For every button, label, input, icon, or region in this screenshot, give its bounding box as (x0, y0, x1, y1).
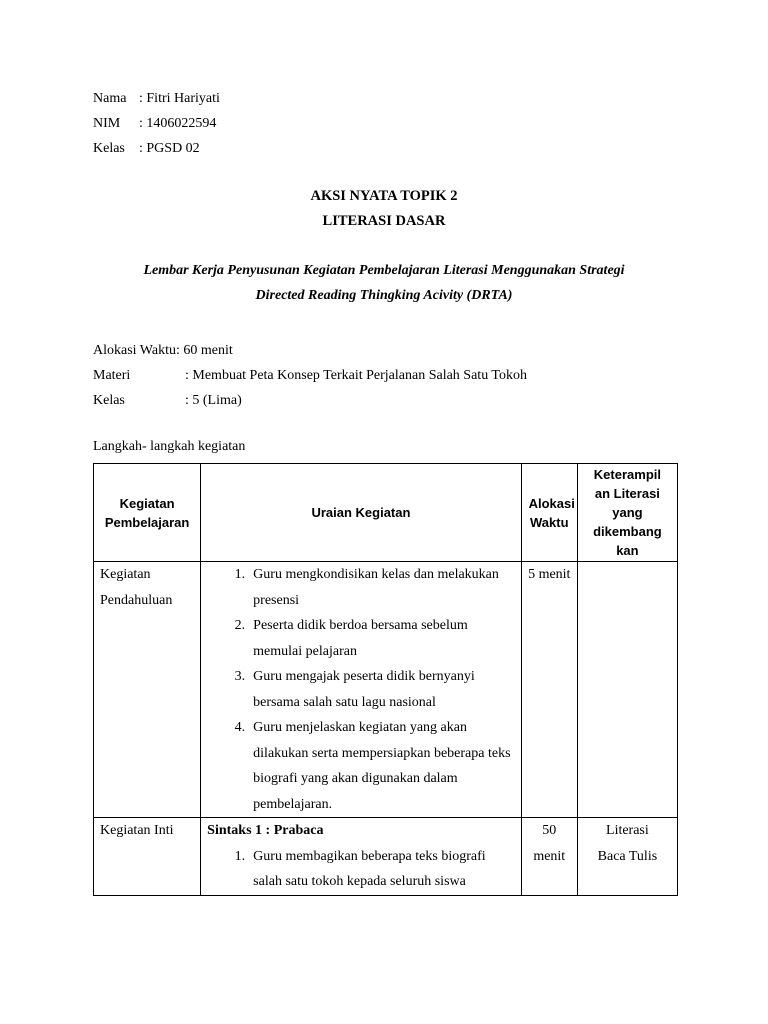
header-uraian: Uraian Kegiatan (201, 464, 522, 562)
list-item (201, 844, 521, 895)
nim-label: NIM (93, 116, 121, 131)
identity-nim (93, 111, 220, 136)
header-kegiatan-line2: Pembelajaran (104, 514, 190, 530)
alokasi-label: Alokasi Waktu (93, 343, 176, 358)
materi-label: Materi (93, 368, 131, 383)
list-item-number: 1. (234, 848, 246, 864)
ket-inti-line1: Literasi (606, 823, 649, 838)
header-ket-line2: an Literasi (594, 486, 660, 501)
list-item-number: 3. (234, 669, 246, 684)
inti-list (201, 844, 521, 895)
header-ket-line4: dikembang (593, 524, 662, 539)
header-alokasi (521, 464, 577, 562)
list-item-text: Guru menjelaskan kegiatan yang akan dilakukan serta mempersiapkan beberapa teks biografi yang akan digunakan dalam pembelajaran. (253, 720, 511, 812)
cell-alokasi-pendahuluan: 5 menit (521, 562, 577, 818)
kelas-value: : PGSD 02 (139, 141, 200, 156)
table-header-row (94, 464, 678, 562)
identity-nama (93, 86, 220, 111)
header-keterampilan (577, 464, 677, 562)
meta-block (93, 338, 527, 413)
alokasi-value: : 60 menit (176, 343, 233, 358)
table-row-inti (94, 818, 678, 896)
header-ket-line3: yang (612, 505, 643, 520)
alokasi-inti-line1: 50 (542, 823, 557, 838)
header-alokasi-line1: Alokasi (528, 495, 575, 511)
steps-label: Langkah- langkah kegiatan (93, 439, 246, 454)
list-item (201, 715, 521, 817)
cell-uraian-pendahuluan (201, 562, 522, 818)
list-item-number: 1. (234, 567, 246, 582)
nama-label: Nama (93, 91, 127, 106)
header-ket-line1: Keterampil (593, 467, 661, 482)
header-kegiatan-line1: Kegiatan (119, 495, 175, 511)
subtitle-line-1: Lembar Kerja Penyusunan Kegiatan Pembelajaran Literasi Menggunakan Strategi (143, 263, 625, 278)
activity-table (93, 463, 678, 896)
list-item (201, 613, 521, 664)
cell-alokasi-inti (521, 818, 577, 896)
list-item-number: 4. (234, 720, 246, 735)
alokasi-inti-line2: menit (533, 848, 566, 864)
materi-value: : Membuat Peta Konsep Terkait Perjalanan Salah Satu Tokoh (185, 368, 528, 383)
meta-alokasi (93, 338, 527, 363)
meta-kelas-label: Kelas (93, 393, 125, 408)
header-kegiatan (94, 464, 201, 562)
cell-uraian-inti (201, 818, 522, 896)
kelas-label: Kelas (93, 141, 125, 156)
meta-materi (93, 363, 527, 388)
meta-kelas (93, 388, 527, 413)
list-item-number: 2. (234, 618, 246, 633)
nama-value: : Fitri Hariyati (139, 91, 220, 106)
cell-kegiatan-pendahuluan (94, 562, 201, 818)
pendahuluan-list (201, 562, 521, 817)
cell-ket-inti (577, 818, 677, 896)
list-item-text: Guru mengajak peserta didik bernyanyi bersama salah satu lagu nasional (253, 669, 475, 710)
table-row-pendahuluan (94, 562, 678, 818)
list-item (201, 664, 521, 715)
identity-kelas (93, 136, 220, 161)
subtitle-line-2: Directed Reading Thingking Acivity (DRTA) (255, 288, 513, 303)
meta-kelas-value: : 5 (Lima) (185, 393, 242, 408)
list-item-text: Guru mengkondisikan kelas dan melakukan presensi (253, 567, 499, 608)
cell-ket-pendahuluan (577, 562, 677, 818)
kegiatan-pendahuluan-line2: Pendahuluan (100, 592, 173, 608)
ket-inti-line2: Baca Tulis (597, 848, 658, 864)
list-item-text: Peserta didik berdoa bersama sebelum memulai pelajaran (253, 618, 468, 659)
list-item (201, 562, 521, 613)
title-line-1: AKSI NYATA TOPIK 2 (310, 188, 458, 204)
header-alokasi-line2: Waktu (530, 514, 569, 530)
kegiatan-pendahuluan-line1: Kegiatan (100, 567, 151, 582)
nim-value: : 1406022594 (139, 116, 217, 131)
sintaks-heading: Sintaks 1 : Prabaca (207, 823, 324, 838)
cell-kegiatan-inti: Kegiatan Inti (94, 818, 201, 896)
identity-block (93, 86, 220, 161)
title-line-2: LITERASI DASAR (322, 213, 446, 229)
list-item-text: Guru membagikan beberapa teks biografi salah satu tokoh kepada seluruh siswa (253, 848, 486, 889)
header-ket-line5: kan (616, 543, 639, 558)
